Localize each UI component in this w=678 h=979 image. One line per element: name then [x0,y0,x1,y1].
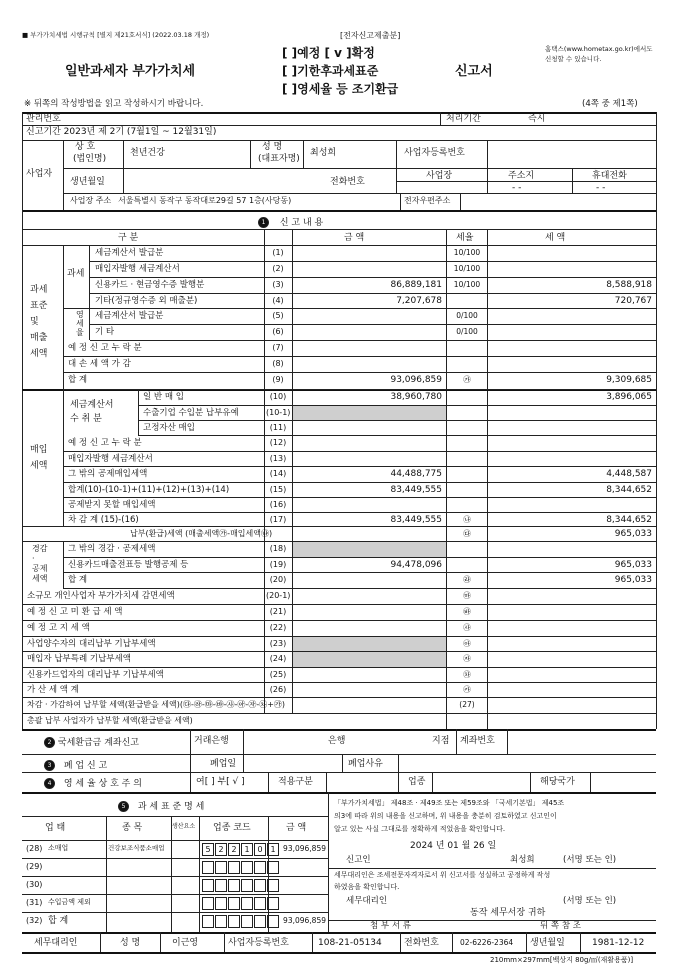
row-label: 그 밖의 경감 · 공제세액 [68,544,156,554]
code-digit [254,861,266,874]
row-number: (20) [269,575,287,584]
group-sales: 과세 표준 및 매출 세액 [30,285,48,359]
row-rate: ㉯ [463,515,471,524]
code-digit: 1 [267,843,279,856]
row-label: 신용카드업자의 대리납부 기납부세액 [27,670,164,680]
s5-row-code [201,915,279,931]
biz-label: 사업자 [26,169,53,179]
s5-row-type: 수입금액 제외 [48,898,91,906]
code-digit [254,897,266,910]
row-label: 수출기업 수입분 납부유예 [143,408,239,418]
row-number: (10) [269,392,287,401]
row-label: 예 정 신 고 누 락 분 [68,438,142,448]
closure-title-text: 폐 업 신 고 [63,761,108,771]
row-rate: ㉸ [463,685,471,694]
refund-title-text: 국세환급금 계좌신고 [57,738,139,748]
code-digit [215,897,227,910]
row-label: 신용카드 · 현금영수증 발행분 [95,280,205,290]
row-label: 사업양수자의 대리납부 기납부세액 [27,639,156,649]
row-label: 세금계산서 발급분 [95,248,164,258]
row-amount: 44,488,775 [390,469,442,479]
row-number: (11) [269,423,287,432]
group-taxable: 과세 [67,269,85,279]
row-amount: 93,096,859 [390,375,442,385]
row-number: (24) [269,654,287,663]
tax-office: 동작 세무서장 귀하 [470,908,546,918]
row-tax: 720,767 [614,296,652,306]
footer-agent-label: 세무대리인 [34,938,78,948]
agent-sign: (서명 또는 인) [563,896,617,906]
email-label: 전자우편주소 [404,196,451,205]
footer-birth-value: 1981-12-12 [592,938,645,948]
code-digit [241,879,253,892]
s5-row-number: (29) [26,862,43,871]
row-number: (6) [272,327,284,336]
code-digit: 2 [228,843,240,856]
row-amount: 94,478,096 [390,560,442,570]
code-digit: 0 [254,843,266,856]
code-digit [241,915,253,928]
closure-title [44,760,107,771]
s5-row-number: (31) [26,898,43,907]
s5-row-code [201,897,279,913]
row-number: (9) [272,375,284,384]
row-label: 기 타 [95,327,115,337]
name-value: 천년건강 [130,148,165,158]
refund-title [44,737,139,748]
col-amount: 금 액 [344,233,365,243]
s5-row-amount: 93,096,859 [283,916,326,925]
hometax-note-2: 신청할 수 있습니다. [545,55,602,63]
section5-title [118,801,204,812]
code-digit [241,897,253,910]
row-label: 납부(환급)세액 (매출세액㉮-매입세액㉯) [130,529,273,538]
paper-spec: 210mm×297mm[백상지 80g/㎡(재활용품)] [490,956,634,964]
branch-unit: 지점 [432,736,450,746]
row-number: (13) [269,454,287,463]
row-label: 그 밖의 공제매입세액 [68,469,148,479]
code-digit [215,861,227,874]
mobile-dash: - - [596,183,606,193]
row-tax: 3,896,065 [606,392,652,402]
number-3-icon: 3 [44,760,55,771]
col-amount5: 금 액 [286,823,307,833]
footer-name-label: 성 명 [120,938,141,948]
option-early: [ ]영세율 등 조기환급 [282,82,399,96]
form-title: 일반과세자 부가가치세 [65,64,196,79]
s5-row-code [201,843,279,856]
row-amount: 38,960,780 [390,392,442,402]
row-number: (20-1) [266,591,291,600]
zerorate-title-text: 영 세 율 상 호 주 의 [63,779,142,789]
row-rate: ㉳ [463,607,471,616]
name-label: 상 호 [75,142,96,152]
row-rate: ㉮ [463,375,471,384]
row-label: 합계(10)-(10-1)+(11)+(12)+(13)+(14) [68,485,230,495]
shaded-cell [293,406,446,420]
row-number: (15) [269,485,287,494]
row-rate: ㉱ [463,575,471,584]
shaded-cell [293,652,446,667]
agent-note-1: 세무대리인은 조세전문자격자로서 위 신고서를 성실하고 공정하게 작성 [334,871,551,879]
mgmt-label: 관리번호 [26,114,61,124]
instruction: ※ 뒤쪽의 작성방법을 읽고 작성하시기 바랍니다. [24,99,204,109]
s5-row-amount: 93,096,859 [283,844,326,853]
row-rate: ㉵ [463,639,471,648]
row-number: (3) [272,280,284,289]
row-tax: 4,448,587 [606,469,652,479]
row-rate: ㉷ [463,670,471,679]
row-number: (26) [269,685,287,694]
form-rule: ■ 부가가치세법 시행규칙 [별지 제21호서식] (2022.03.18 개정) [22,31,210,39]
number-2-icon: 2 [44,737,55,748]
filer-label: 신고인 [346,855,371,865]
row-label: 매입자발행 세금계산서 [95,264,180,274]
code-digit [202,861,214,874]
code-digit [241,861,253,874]
row-rate: ㉰ [463,529,471,538]
row-rate: ㉶ [463,654,471,663]
phone-label: 전화번호 [330,177,365,187]
row-label: 고정자산 매입 [143,423,195,433]
option-confirm: [ ]예정 [ v ]확정 [282,46,375,60]
page-count: (4쪽 중 제1쪽) [582,99,638,109]
col-gubun: 구 분 [118,233,139,243]
row-label: 예 정 신 고 누 락 분 [68,343,142,353]
code-digit [228,915,240,928]
code-digit [228,861,240,874]
col-code: 업종 코드 [213,823,251,833]
zerorate-scope-label: 적용구분 [278,777,313,787]
section1-title-text: 신 고 내 용 [279,218,324,228]
agent-note-2: 하였음을 확인합니다. [334,883,400,891]
row-tax: 965,033 [614,560,652,570]
s5-row-number: (32) [26,916,43,925]
row-label: 매입자 납부특례 기납부세액 [27,654,131,664]
home-phone-dash: - - [512,183,522,193]
group-purchase: 매입 세액 [30,445,48,471]
shaded-cell [293,637,446,651]
code-digit [215,879,227,892]
s5-row-item: 건강보조식품소매업 [108,844,165,852]
row-rate: 10/100 [453,248,481,257]
regno-label: 사업자등록번호 [404,148,465,158]
code-digit [267,879,279,892]
zerorate-country-label: 해당국가 [540,777,575,787]
s5-row-type: 합 계 [48,916,69,926]
rep-value: 최성희 [310,148,337,158]
code-digit: 1 [241,843,253,856]
row-label: 예 정 고 지 세 액 [27,623,90,633]
process-label: 처리기간 [446,114,481,124]
decl-line3: 알고 있는 사실 그대로를 정확하게 적었음을 확인합니다. [334,825,506,833]
row-label: 대 손 세 액 가 감 [68,359,131,369]
row-label: 일 반 매 입 [143,392,184,402]
attach-note: 뒤 쪽 참 조 [540,921,581,931]
row-rate: 10/100 [453,280,481,289]
hometax-note: 홈택스(www.hometax.go.kr)에서도 [545,45,653,53]
s5-row-code [201,861,279,877]
footer-phone-label: 전화번호 [404,938,439,948]
code-digit [228,879,240,892]
row-number: (4) [272,296,284,305]
row-number: (2) [272,264,284,273]
row-rate: 10/100 [453,264,481,273]
col-rate: 세율 [456,233,474,243]
row-label: 공제받지 못할 매입세액 [68,500,156,510]
birth-label: 생년월일 [70,177,105,187]
row-number: (19) [269,560,287,569]
row-label: 차 감 계 (15)-(16) [68,515,139,525]
form-title-suffix: 신고서 [455,64,493,79]
row-amount: 7,207,678 [396,296,442,306]
code-digit [202,879,214,892]
row-tax: 965,033 [614,529,652,539]
home-phone-label: 주소지 [508,171,535,181]
row-number: (22) [269,623,287,632]
efile-label: [전자신고제출분] [340,31,401,40]
row-number: (10-1) [266,408,291,417]
row-number: (8) [272,359,284,368]
row-amount: 86,889,181 [390,280,442,290]
code-digit [267,861,279,874]
row-label: 매입자발행 세금계산서 [68,454,153,464]
code-digit [202,915,214,928]
col-item: 종 목 [122,823,143,833]
footer-regno-label: 사업자등록번호 [228,938,289,948]
section5-title-text: 과 세 표 준 명 세 [137,802,205,812]
agent-label: 세무대리인 [346,896,388,906]
number-5-icon: 5 [118,801,129,812]
row-number: (1) [272,248,284,257]
row-label: 소규모 개인사업자 부가가치세 감면세액 [27,591,175,601]
decl-law: 「부가가치세법」 제48조 · 제49조 또는 제59조와 「국세기본법」 제45조 [334,799,565,807]
zerorate-yesno: 여[ ] 부[ √ ] [196,777,245,787]
row-label: 예 정 신 고 미 환 급 세 액 [27,607,123,617]
row-rate: 0/100 [456,327,478,336]
code-digit: 5 [202,843,214,856]
s5-row-number: (28) [26,844,43,853]
code-digit [267,897,279,910]
filer-name: 최성희 [510,855,535,865]
row-number: (18) [269,544,287,553]
section1-title [258,217,323,228]
row-tax: 965,033 [614,575,652,585]
row-number: (12) [269,438,287,447]
decl-line2: 의3에 따라 위의 내용을 신고하며, 위 내용을 충분히 검토하였고 신고인이 [334,812,557,820]
row-label: 세금계산서 발급분 [95,311,164,321]
rep-label: 성 명 [262,142,283,152]
number-1-icon: 1 [258,217,269,228]
row-label: 가 산 세 액 계 [27,685,79,695]
group-reduce: 경감 · 공제 세액 [32,544,48,583]
code-digit [228,897,240,910]
closure-reason-label: 폐업사유 [348,759,383,769]
col-product: 생산요소 [172,823,196,830]
process-value: 즉시 [528,114,546,124]
footer-regno-value: 108-21-05134 [318,938,382,948]
row-tax: 9,309,685 [606,375,652,385]
period: 신고기간 2023년 제 2기 (7월1일 ~ 12월31일) [26,127,217,137]
option-late: [ ]기한후과세표준 [282,64,379,78]
row-amount: 83,449,555 [390,515,442,525]
group-zero-rate: 영 세 율 [76,310,84,337]
filer-sign: (서명 또는 인) [563,855,617,865]
row-number: (21) [269,607,287,616]
row-tax: 8,344,652 [606,515,652,525]
shop-phone-label: 사업장 [426,171,453,181]
row-rate: ㉴ [463,623,471,632]
row-label: 총괄 납부 사업자가 납부할 세액(환급받을 세액) [27,716,193,725]
row-tax: 8,588,918 [606,280,652,290]
footer-phone-value: 02-6226-2364 [460,938,514,947]
row-tax: 8,344,652 [606,485,652,495]
account-label: 계좌번호 [460,736,495,746]
addr-value: 서울특별시 동작구 동작대로29길 57 1층(사당동) [118,196,292,205]
decl-date: 2024 년 01 월 26 일 [410,841,497,851]
footer-name-value: 이근영 [172,938,199,948]
row-label: 합 계 [68,575,88,585]
code-digit [254,915,266,928]
row-rate: 0/100 [456,311,478,320]
s5-row-type: 소매업 [48,844,69,852]
row-label: 신용카드매출전표등 발행공제 등 [68,560,189,570]
number-4-icon: 4 [44,778,55,789]
group-invoice-recv: 세금계산서 수 취 분 [70,400,114,424]
attach-label: 첨 부 서 류 [370,921,411,931]
bank-label: 거래은행 [194,736,229,746]
code-digit [202,897,214,910]
closure-date-label: 폐업일 [210,759,237,769]
code-digit: 2 [215,843,227,856]
code-digit [215,915,227,928]
code-digit [254,879,266,892]
name-label-2: (법인명) [73,154,107,164]
col-tax: 세 액 [545,233,566,243]
mobile-label: 휴대전화 [592,171,627,181]
s5-row-code [201,879,279,895]
shaded-cell [293,542,446,557]
row-number: (14) [269,469,287,478]
bank-unit: 은행 [328,736,346,746]
row-amount: 83,449,555 [390,485,442,495]
row-number: (5) [272,311,284,320]
row-number: (23) [269,639,287,648]
row-label: 합 계 [68,375,88,385]
row-number: (25) [269,670,287,679]
row-number: (16) [269,500,287,509]
zerorate-type-label: 업종 [408,777,426,787]
row-label: 기타(정규영수증 외 매출분) [95,296,198,306]
addr-label: 사업장 주소 [70,196,112,205]
col-type: 업 태 [45,823,66,833]
row-number: (7) [272,343,284,352]
row-rate: (27) [459,700,475,709]
footer-birth-label: 생년월일 [530,938,565,948]
row-number: (17) [269,515,287,524]
row-rate: ㉲ [463,591,471,600]
row-label: 차감 · 가감하여 납부할 세액(환급받을 세액)(㉰-㉱-㉲-㉳-㉴-㉵-㉶-㉷+㉸) [27,700,286,709]
rep-label-2: (대표자명) [258,154,300,164]
zerorate-title [44,778,142,789]
s5-row-number: (30) [26,880,43,889]
